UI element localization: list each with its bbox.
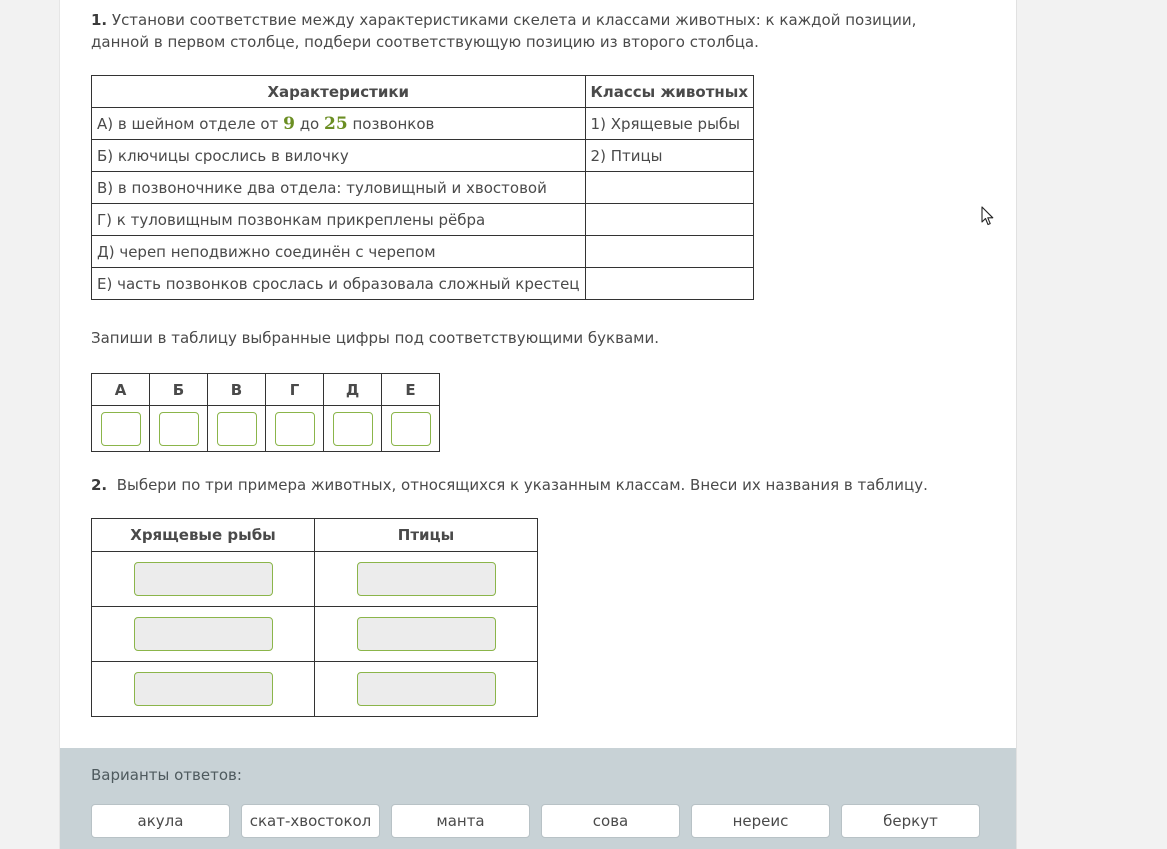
header-classes: Классы животных xyxy=(585,76,753,108)
drop-cell xyxy=(315,552,538,607)
drop-cell xyxy=(315,662,538,717)
drop-slot-fish-3[interactable] xyxy=(134,672,273,706)
characteristic-text: до xyxy=(299,114,320,133)
characteristic-text: позвонков xyxy=(352,114,435,133)
task1-question xyxy=(91,9,971,53)
task1-number: 1. xyxy=(91,11,108,29)
answer-option[interactable]: манта xyxy=(391,804,530,838)
answer-cell xyxy=(208,406,266,452)
answer-cell xyxy=(266,406,324,452)
characteristic-cell: Г) к туловищным позвонкам прикреплены рёбра xyxy=(92,204,586,236)
drop-slot-birds-2[interactable] xyxy=(357,617,496,651)
answer-letter: А xyxy=(92,374,150,406)
table-row xyxy=(92,552,538,607)
answer-option[interactable]: скат-хвостокол xyxy=(241,804,380,838)
task-page xyxy=(59,0,1017,849)
answer-input-v[interactable] xyxy=(217,412,257,446)
answer-option[interactable]: сова xyxy=(541,804,680,838)
answer-bank-title: Варианты ответов: xyxy=(91,766,242,784)
answer-option[interactable]: акула xyxy=(91,804,230,838)
class-cell xyxy=(585,236,753,268)
answer-options xyxy=(91,804,980,838)
drop-cell xyxy=(92,552,315,607)
answer-cell xyxy=(324,406,382,452)
header-birds: Птицы xyxy=(315,519,538,552)
mouse-cursor-icon xyxy=(981,206,995,226)
class-cell xyxy=(585,268,753,300)
table-row xyxy=(92,236,754,268)
task2-question xyxy=(91,474,928,496)
answer-input-d[interactable] xyxy=(333,412,373,446)
class-cell xyxy=(585,172,753,204)
drop-cell xyxy=(92,662,315,717)
table-row xyxy=(92,108,754,140)
answer-letter: Г xyxy=(266,374,324,406)
number-highlight: 25 xyxy=(324,113,348,134)
answer-cell xyxy=(382,406,440,452)
table-row xyxy=(92,140,754,172)
task2-text: Выбери по три примера животных, относящихся к указанным классам. Внеси их названия в таблицу. xyxy=(116,476,928,494)
drop-slot-fish-2[interactable] xyxy=(134,617,273,651)
answer-letter: В xyxy=(208,374,266,406)
answer-input-e[interactable] xyxy=(391,412,431,446)
answer-letter: Е xyxy=(382,374,440,406)
characteristic-cell xyxy=(92,108,586,140)
table-row xyxy=(92,662,538,717)
task2-number: 2. xyxy=(91,476,108,494)
class-cell: 1) Хрящевые рыбы xyxy=(585,108,753,140)
table-row xyxy=(92,204,754,236)
answer-input-a[interactable] xyxy=(101,412,141,446)
answer-inputs-row xyxy=(92,406,440,452)
examples-table xyxy=(91,518,538,717)
class-cell: 2) Птицы xyxy=(585,140,753,172)
table-row xyxy=(92,607,538,662)
answer-option[interactable]: беркут xyxy=(841,804,980,838)
answer-input-b[interactable] xyxy=(159,412,199,446)
task1-instruction: Запиши в таблицу выбранные цифры под соответствующими буквами. xyxy=(91,329,659,347)
matching-header-row xyxy=(92,76,754,108)
answer-letters-row xyxy=(92,374,440,406)
drop-slot-fish-1[interactable] xyxy=(134,562,273,596)
answer-grid xyxy=(91,373,440,452)
characteristic-cell: В) в позвоночнике два отдела: туловищный и хвостовой xyxy=(92,172,586,204)
drop-slot-birds-3[interactable] xyxy=(357,672,496,706)
answer-letter: Б xyxy=(150,374,208,406)
answer-option[interactable]: нереис xyxy=(691,804,830,838)
task1-text: Установи соответствие между характеристиками скелета и классами животных: к каждой позиции, данной в первом столбце, подбери соответствующую позицию из второго столбца. xyxy=(91,11,917,51)
table-row xyxy=(92,172,754,204)
answer-input-g[interactable] xyxy=(275,412,315,446)
table-row xyxy=(92,268,754,300)
answer-cell xyxy=(92,406,150,452)
header-characteristics: Характеристики xyxy=(92,76,586,108)
drop-cell xyxy=(92,607,315,662)
answer-bank xyxy=(60,748,1016,849)
class-cell xyxy=(585,204,753,236)
characteristic-cell: Д) череп неподвижно соединён с черепом xyxy=(92,236,586,268)
answer-letter: Д xyxy=(324,374,382,406)
drop-slot-birds-1[interactable] xyxy=(357,562,496,596)
characteristic-cell: Б) ключицы срослись в вилочку xyxy=(92,140,586,172)
drop-cell xyxy=(315,607,538,662)
examples-header-row xyxy=(92,519,538,552)
answer-cell xyxy=(150,406,208,452)
characteristic-cell: Е) часть позвонков срослась и образовала сложный крестец xyxy=(92,268,586,300)
number-highlight: 9 xyxy=(283,113,295,134)
characteristic-text: А) в шейном отделе от xyxy=(97,114,279,133)
header-cartilaginous-fish: Хрящевые рыбы xyxy=(92,519,315,552)
matching-table xyxy=(91,75,754,300)
